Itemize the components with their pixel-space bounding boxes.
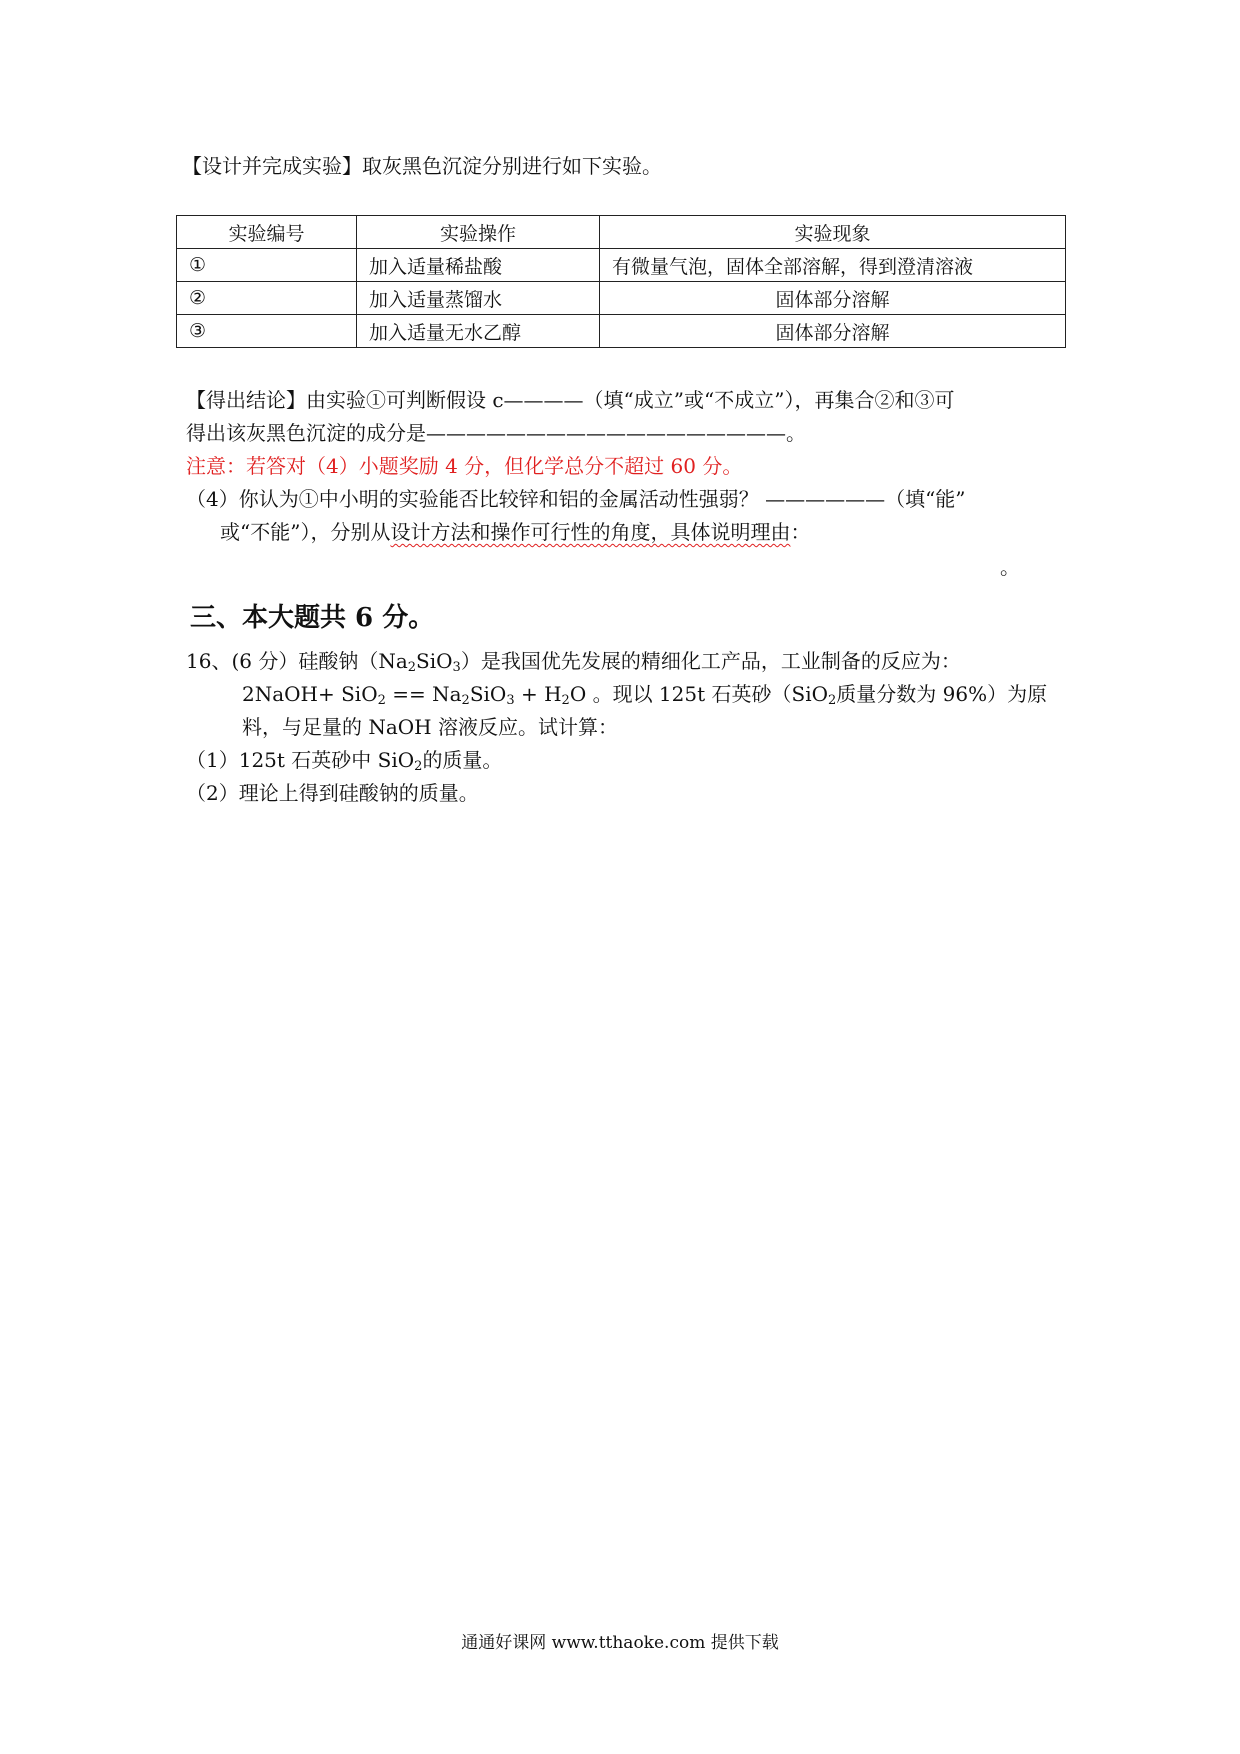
q4-underlined-text: 设计方法和操作可行性的角度，具体说明理由 — [390, 520, 791, 544]
table-header-cell: 实验编号 — [177, 216, 357, 249]
q16-line-3: 料，与足量的 NaOH 溶液反应。试计算： — [242, 715, 618, 739]
table-cell: ③ — [177, 315, 357, 348]
page-footer: 通通好课网 www.tthaoke.com 提供下载 — [461, 1633, 779, 1653]
q16-text: 16、(6 分）硅酸钠（Na — [186, 649, 408, 673]
q16-equation-line — [242, 680, 1047, 708]
subquestion-text: （1）125t 石英砂中 SiO — [186, 748, 415, 772]
q4-end-mark: 。 — [1000, 555, 1020, 579]
equation-text: O 。现以 125t 石英砂（SiO — [569, 682, 828, 706]
table-cell: ② — [177, 282, 357, 315]
q4-colon: ： — [790, 520, 811, 544]
table-cell: 固体部分溶解 — [600, 315, 1066, 348]
subscript: 3 — [506, 693, 515, 708]
design-heading: 【设计并完成实验】取灰黑色沉淀分别进行如下实验。 — [182, 154, 662, 178]
equation-text: == Na — [385, 682, 462, 706]
table-header-cell: 实验现象 — [600, 216, 1066, 249]
equation-text: 2NaOH+ SiO — [242, 682, 378, 706]
table-cell: 加入适量稀盐酸 — [357, 249, 600, 282]
conclusion-line-1: 【得出结论】由实验①可判断假设 c————（填“成立”或“不成立”），再集合②和③可 — [186, 388, 955, 412]
equation-text: 质量分数为 96%）为原 — [836, 682, 1048, 706]
table-row — [177, 249, 1066, 282]
subscript: 3 — [452, 660, 461, 675]
experiment-table — [176, 215, 1066, 348]
q4-line-1: （4）你认为①中小明的实验能否比较锌和铝的金属活动性强弱？ ——————（填“能” — [186, 487, 966, 511]
equation-text: SiO — [469, 682, 507, 706]
conclusion-line-2: 得出该灰黑色沉淀的成分是——————————————————。 — [186, 421, 806, 445]
table-header-cell: 实验操作 — [357, 216, 600, 249]
subscript: 2 — [377, 693, 386, 708]
q4-text: 或“不能”），分别从 — [220, 520, 391, 544]
subscript: 2 — [414, 759, 423, 774]
table-row — [177, 282, 1066, 315]
subscript: 2 — [561, 693, 570, 708]
subscript: 2 — [828, 693, 837, 708]
table-header-row — [177, 216, 1066, 249]
q16-subquestion-1 — [186, 746, 502, 774]
table-cell: 有微量气泡，固体全部溶解，得到澄清溶液 — [600, 249, 1066, 282]
q4-line-2 — [220, 518, 810, 546]
table-cell: 加入适量蒸馏水 — [357, 282, 600, 315]
subscript: 2 — [461, 693, 470, 708]
table-row — [177, 315, 1066, 348]
q16-subquestion-2: （2）理论上得到硅酸钠的质量。 — [186, 781, 479, 805]
subquestion-text: 的质量。 — [422, 748, 503, 772]
table-cell: 固体部分溶解 — [600, 282, 1066, 315]
table-cell: ① — [177, 249, 357, 282]
q16-text: SiO — [416, 649, 453, 673]
subscript: 2 — [407, 660, 417, 675]
section-3-title: 三、本大题共 6 分。 — [190, 603, 435, 633]
equation-text: + H — [514, 682, 562, 706]
q16-text: ）是我国优先发展的精细化工产品，工业制备的反应为： — [460, 649, 961, 673]
q16-line-1 — [186, 647, 961, 675]
table-cell: 加入适量无水乙醇 — [357, 315, 600, 348]
bonus-note: 注意：若答对（4）小题奖励 4 分，但化学总分不超过 60 分。 — [186, 454, 743, 478]
